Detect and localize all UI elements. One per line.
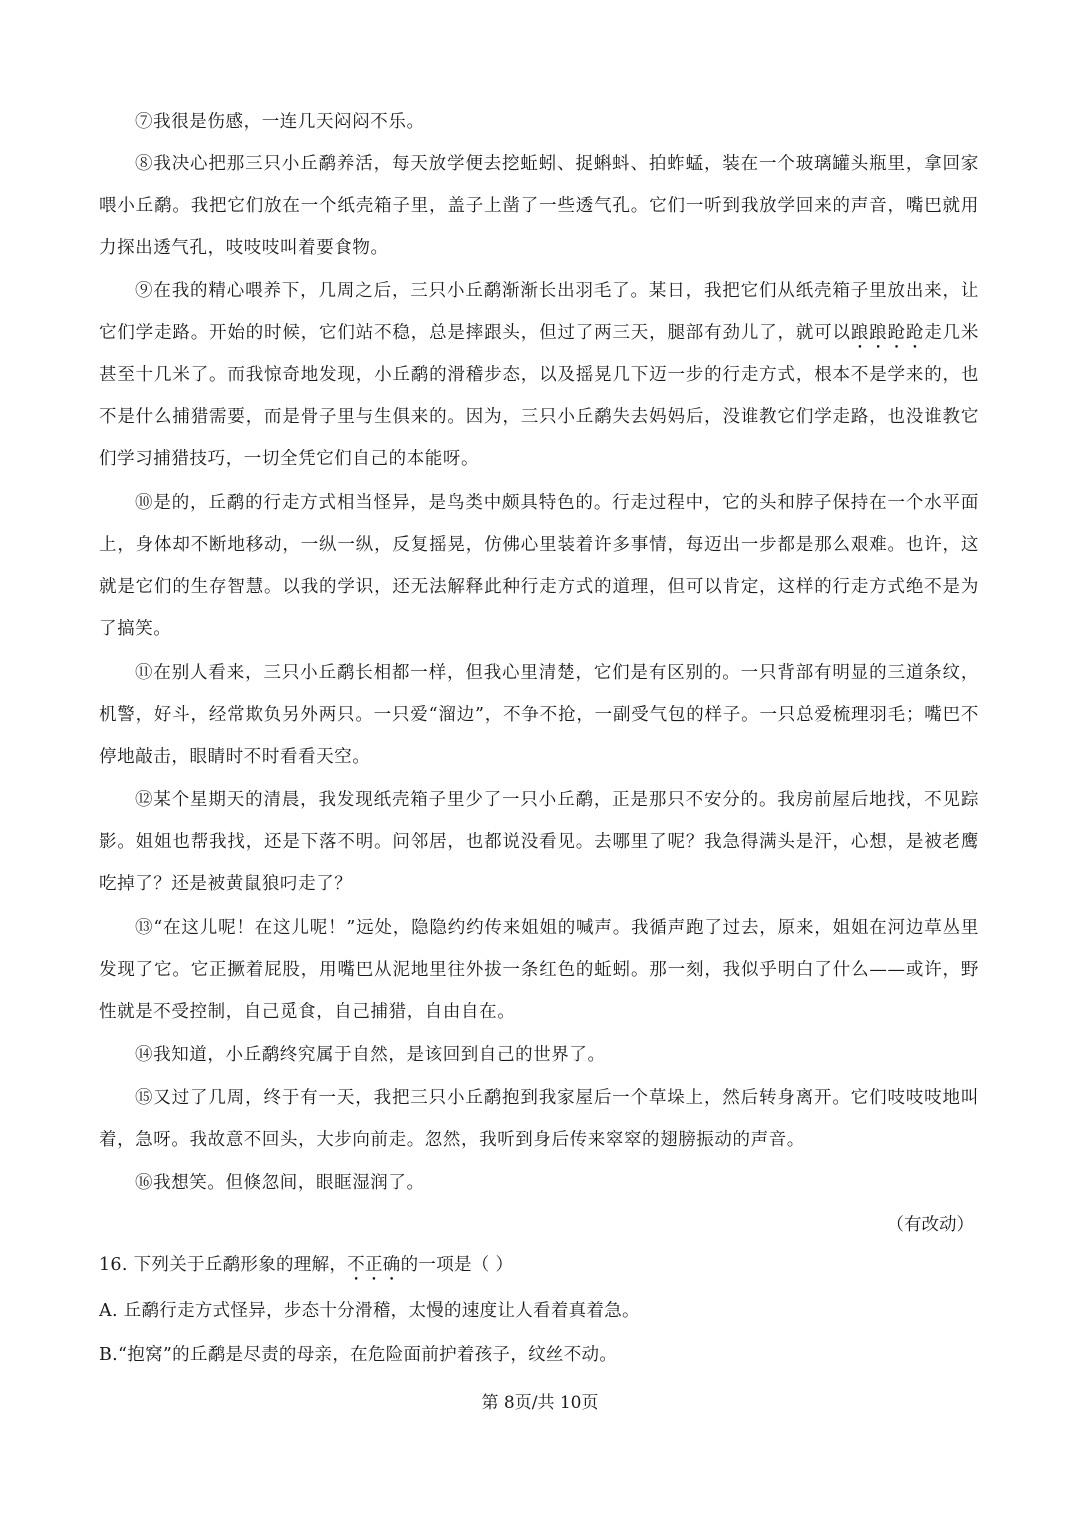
paragraph-16: ⑯我想笑。但倏忽间，眼眶湿润了。 xyxy=(135,1173,425,1193)
paragraph-11: ⑪在别人看来，三只小丘鹬长相都一样，但我心里清楚，它们是有区别的。一只背部有明显的三道条纹，机警，好斗，经常欺负另外两只。一只爱“溜边”，不争不抢，一副受气包的样子。一只总爱梳理羽毛；嘴巴不停地敲击，眼睛时不时看看天空。 xyxy=(99,663,979,767)
paragraph-14: ⑭我知道，小丘鹬终究属于自然，是该回到自己的世界了。 xyxy=(135,1045,606,1065)
emphasized-word: 踉踉跄跄 xyxy=(850,323,925,343)
paragraph-9 xyxy=(99,270,979,480)
paragraph-12: ⑫某个星期天的清晨，我发现纸壳箱子里少了一只小丘鹬，正是那只不安分的。我房前屋后地找，不见踪影。姐姐也帮我找，还是下落不明。问邻居，也都说没看见。去哪里了呢？我急得满头是汗，心想，是被老鹰吃掉了？还是被黄鼠狼叼走了？ xyxy=(99,790,979,894)
paragraph-15: ⑮又过了几周，终于有一天，我把三只小丘鹬抱到我家屋后一个草垛上，然后转身离开。它们吱吱吱地叫着，急呀。我故意不回头，大步向前走。忽然，我听到身后传来窣窣的翅膀振动的声音。 xyxy=(99,1088,979,1150)
source-note: （有改动） xyxy=(886,1215,974,1235)
option-b: B.“抱窝”的丘鹬是尽责的母亲，在危险面前护着孩子，纹丝不动。 xyxy=(99,1345,618,1365)
paragraph-8: ⑧我决心把那三只小丘鹬养活，每天放学便去挖蚯蚓、捉蝌蚪、拍蚱蜢，装在一个玻璃罐头瓶里，拿回家喂小丘鹬。我把它们放在一个纸壳箱子里，盖子上凿了一些透气孔。它们一听到我放学回来的声音，嘴巴就用力探出透气孔，吱吱吱叫着要食物。 xyxy=(99,154,979,258)
paragraph-9-part-2: 走几米甚至十几米了。而我惊奇地发现，小丘鹬的滑稽步态，以及摇晃几下迈一步的行走方式，根本不是学来的，也不是什么捕猎需要，而是骨子里与生俱来的。因为，三只小丘鹬失去妈妈后，没谁教它们学走路，也没谁教它们学习捕猎技巧，一切全凭它们自己的本能呀。 xyxy=(99,323,979,469)
question-emphasis: 不正确 xyxy=(347,1255,401,1275)
question-16 xyxy=(99,1249,979,1285)
paragraph-7: ⑦我很是伤感，一连几天闷闷不乐。 xyxy=(135,112,425,132)
paragraph-9-part-1: ⑨在我的精心喂养下，几周之后，三只小丘鹬渐渐长出羽毛了。某日，我把它们从纸壳箱子里放出来，让它们学走路。开始的时候，它们站不稳，总是摔跟头，但过了两三天，腿部有劲儿了，就可以 xyxy=(99,281,979,343)
page-footer: 第 8页/共 10页 xyxy=(481,1393,599,1413)
question-prefix: 16. 下列关于丘鹬形象的理解， xyxy=(99,1255,348,1275)
question-suffix: 的一项是（ ） xyxy=(400,1255,514,1275)
paragraph-13: ⑬“在这儿呢！在这儿呢！”远处，隐隐约约传来姐姐的喊声。我循声跑了过去，原来，姐姐在河边草丛里发现了它。它正撅着屁股，用嘴巴从泥地里往外拔一条红色的蚯蚓。那一刻，我似乎明白了什么——或许，野性就是不受控制，自己觅食，自己捕猎，自由自在。 xyxy=(99,918,979,1022)
paragraph-10: ⑩是的，丘鹬的行走方式相当怪异，是鸟类中颇具特色的。行走过程中，它的头和脖子保持在一个水平面上，身体却不断地移动，一纵一纵，反复摇晃，仿佛心里装着许多事情，每迈出一步都是那么艰难。也许，这就是它们的生存智慧。以我的学识，还无法解释此种行走方式的道理，但可以肯定，这样的行走方式绝不是为了搞笑。 xyxy=(99,493,979,639)
option-a: A. 丘鹬行走方式怪异，步态十分滑稽，太慢的速度让人看着真着急。 xyxy=(99,1301,640,1321)
